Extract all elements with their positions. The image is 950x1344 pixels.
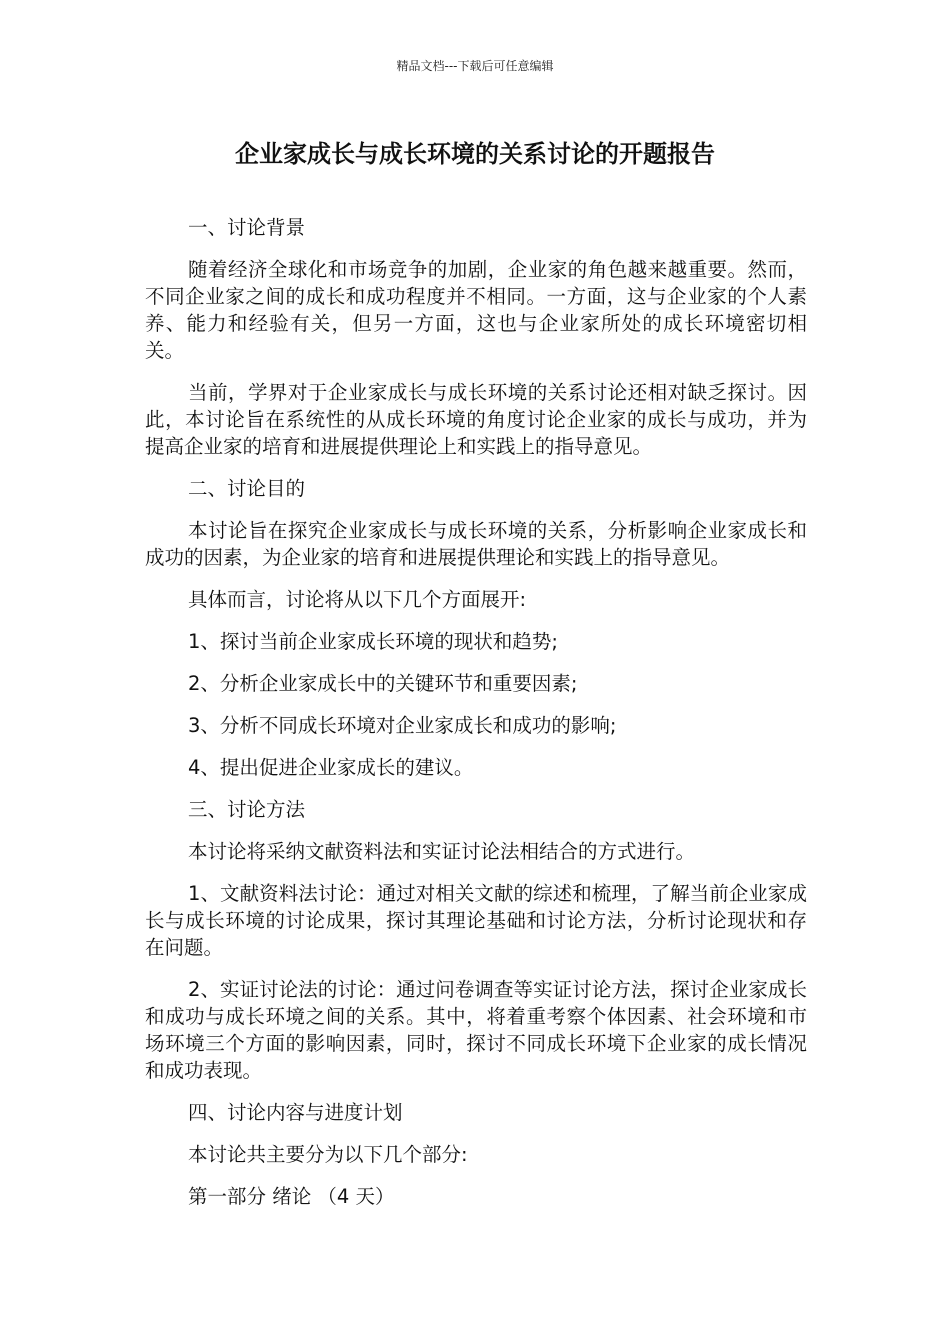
document-body: [145, 214, 807, 1225]
paragraph-method-1: 本讨论将采纳文献资料法和实证讨论法相结合的方式进行。: [188, 840, 696, 863]
section-heading-content: 四、讨论内容与进度计划: [188, 1101, 403, 1124]
paragraph-purpose-1: 本讨论旨在探究企业家成长与成长环境的关系，分析影响企业家成长和成功的因素，为企业家的培育和进展提供理论和实践上的指导意见。: [145, 519, 807, 569]
paragraph-background-1: 随着经济全球化和市场竞争的加剧，企业家的角色越来越重要。然而，不同企业家之间的成长和成功程度并不相同。一方面，这与企业家的个人素养、能力和经验有关，但另一方面，这也与企业家所处的成长环境密切相关。: [145, 258, 807, 362]
section-heading-purpose: 二、讨论目的: [188, 477, 306, 500]
section-heading-background: 一、讨论背景: [188, 216, 306, 239]
paragraph-background-2: 当前，学界对于企业家成长与成长环境的关系讨论还相对缺乏探讨。因此，本讨论旨在系统性的从成长环境的角度讨论企业家的成长与成功，并为提高企业家的培育和进展提供理论上和实践上的指导意见。: [145, 381, 807, 458]
list-item-purpose-1: 1、探讨当前企业家成长环境的现状和趋势;: [188, 630, 558, 653]
list-item-purpose-3: 3、分析不同成长环境对企业家成长和成功的影响;: [188, 714, 617, 737]
document-title: 企业家成长与成长环境的关系讨论的开题报告: [235, 140, 715, 168]
page-header: 精品文档---下载后可任意编辑: [396, 59, 554, 73]
paragraph-content-1: 本讨论共主要分为以下几个部分:: [188, 1143, 468, 1166]
paragraph-purpose-2: 具体而言，讨论将从以下几个方面展开:: [188, 588, 527, 611]
paragraph-method-3: 2、实证讨论法的讨论：通过问卷调查等实证讨论方法，探讨企业家成长和成功与成长环境之间的关系。其中，将着重考察个体因素、社会环境和市场环境三个方面的影响因素，同时，探讨不同成长环境下企业家的成长情况和成功表现。: [145, 978, 807, 1082]
list-item-purpose-4: 4、提出促进企业家成长的建议。: [188, 756, 474, 779]
section-heading-method: 三、讨论方法: [188, 798, 306, 821]
list-item-purpose-2: 2、分析企业家成长中的关键环节和重要因素;: [188, 672, 578, 695]
paragraph-method-2: 1、文献资料法讨论：通过对相关文献的综述和梳理，了解当前企业家成长与成长环境的讨论成果，探讨其理论基础和讨论方法，分析讨论现状和存在问题。: [145, 882, 807, 959]
paragraph-content-2: 第一部分 绪论 （4 天）: [188, 1185, 395, 1208]
